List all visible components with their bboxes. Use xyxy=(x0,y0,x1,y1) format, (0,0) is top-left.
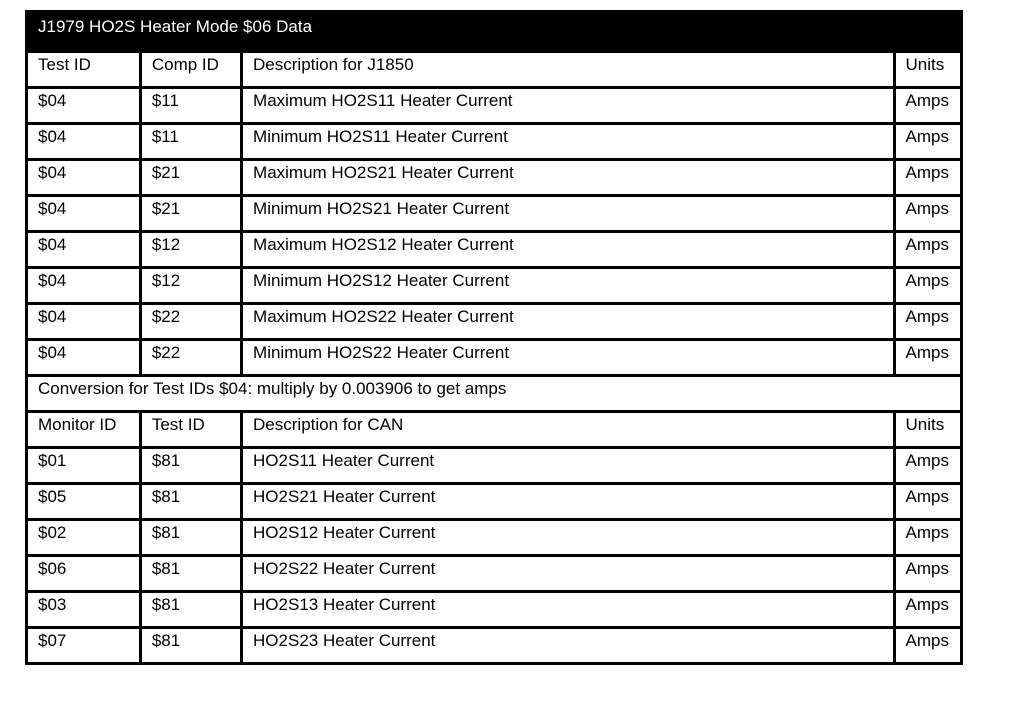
table-cell: Description for J1850 xyxy=(242,52,894,88)
table-cell: $04 xyxy=(27,124,141,160)
table-cell: Amps xyxy=(894,448,961,484)
table-cell: $11 xyxy=(140,124,241,160)
can-table-row xyxy=(27,448,962,484)
table-cell: Monitor ID xyxy=(27,412,141,448)
table-cell: $07 xyxy=(27,628,141,664)
table-cell: Amps xyxy=(894,196,961,232)
table-cell: Units xyxy=(894,412,961,448)
table-cell: HO2S23 Heater Current xyxy=(242,628,894,664)
can-table-row xyxy=(27,520,962,556)
table-cell: Amps xyxy=(894,628,961,664)
can-table-row xyxy=(27,592,962,628)
mode06-data-table xyxy=(25,10,963,665)
table-cell: Amps xyxy=(894,484,961,520)
table-cell: $81 xyxy=(140,556,241,592)
j1850-table-row xyxy=(27,340,962,376)
table-cell: $81 xyxy=(140,520,241,556)
table-cell: $04 xyxy=(27,268,141,304)
table-cell: Amps xyxy=(894,88,961,124)
table-cell: $01 xyxy=(27,448,141,484)
table-cell: $05 xyxy=(27,484,141,520)
table-cell: $04 xyxy=(27,88,141,124)
table-cell: $81 xyxy=(140,592,241,628)
j1850-header-row xyxy=(27,52,962,88)
table-cell: $04 xyxy=(27,304,141,340)
table-cell: Minimum HO2S11 Heater Current xyxy=(242,124,894,160)
conversion-note: Conversion for Test IDs $04: multiply by 0.003906 to get amps xyxy=(27,376,962,412)
can-table-row xyxy=(27,628,962,664)
j1850-table-row xyxy=(27,160,962,196)
table-cell: Description for CAN xyxy=(242,412,894,448)
table-cell: Test ID xyxy=(27,52,141,88)
table-cell: Minimum HO2S22 Heater Current xyxy=(242,340,894,376)
j1850-table-row xyxy=(27,268,962,304)
table-cell: HO2S12 Heater Current xyxy=(242,520,894,556)
table-cell: Test ID xyxy=(140,412,241,448)
table-cell: Maximum HO2S11 Heater Current xyxy=(242,88,894,124)
table-cell: $12 xyxy=(140,232,241,268)
table-cell: Amps xyxy=(894,592,961,628)
j1850-table-row xyxy=(27,196,962,232)
table-cell: Amps xyxy=(894,556,961,592)
table-cell: Maximum HO2S22 Heater Current xyxy=(242,304,894,340)
table-title-row xyxy=(27,12,962,52)
table-cell: Amps xyxy=(894,232,961,268)
j1850-table-row xyxy=(27,88,962,124)
table-cell: $04 xyxy=(27,196,141,232)
can-table-row xyxy=(27,556,962,592)
table-cell: Units xyxy=(894,52,961,88)
table-cell: $81 xyxy=(140,484,241,520)
table-body xyxy=(27,12,962,664)
table-cell: $22 xyxy=(140,340,241,376)
table-title: J1979 HO2S Heater Mode $06 Data xyxy=(27,12,962,52)
table-cell: $02 xyxy=(27,520,141,556)
table-cell: Amps xyxy=(894,340,961,376)
table-cell: Amps xyxy=(894,124,961,160)
can-table-row xyxy=(27,484,962,520)
table-cell: $21 xyxy=(140,160,241,196)
conversion-note-row xyxy=(27,376,962,412)
table-cell: $11 xyxy=(140,88,241,124)
table-cell: HO2S22 Heater Current xyxy=(242,556,894,592)
table-cell: $06 xyxy=(27,556,141,592)
table-cell: $12 xyxy=(140,268,241,304)
table-cell: $81 xyxy=(140,448,241,484)
table-cell: $21 xyxy=(140,196,241,232)
j1850-table-row xyxy=(27,124,962,160)
table-cell: $04 xyxy=(27,232,141,268)
table-cell: Maximum HO2S12 Heater Current xyxy=(242,232,894,268)
table-cell: Minimum HO2S21 Heater Current xyxy=(242,196,894,232)
table-cell: Amps xyxy=(894,304,961,340)
table-cell: $04 xyxy=(27,160,141,196)
table-cell: Minimum HO2S12 Heater Current xyxy=(242,268,894,304)
j1850-table-row xyxy=(27,232,962,268)
table-cell: HO2S21 Heater Current xyxy=(242,484,894,520)
table-cell: Amps xyxy=(894,160,961,196)
table-cell: Amps xyxy=(894,268,961,304)
table-cell: $22 xyxy=(140,304,241,340)
table-cell: $04 xyxy=(27,340,141,376)
j1850-table-row xyxy=(27,304,962,340)
table-cell: Maximum HO2S21 Heater Current xyxy=(242,160,894,196)
table-cell: $81 xyxy=(140,628,241,664)
can-header-row xyxy=(27,412,962,448)
table-cell: $03 xyxy=(27,592,141,628)
table-cell: HO2S13 Heater Current xyxy=(242,592,894,628)
table-cell: Amps xyxy=(894,520,961,556)
table-cell: Comp ID xyxy=(140,52,241,88)
table-cell: HO2S11 Heater Current xyxy=(242,448,894,484)
